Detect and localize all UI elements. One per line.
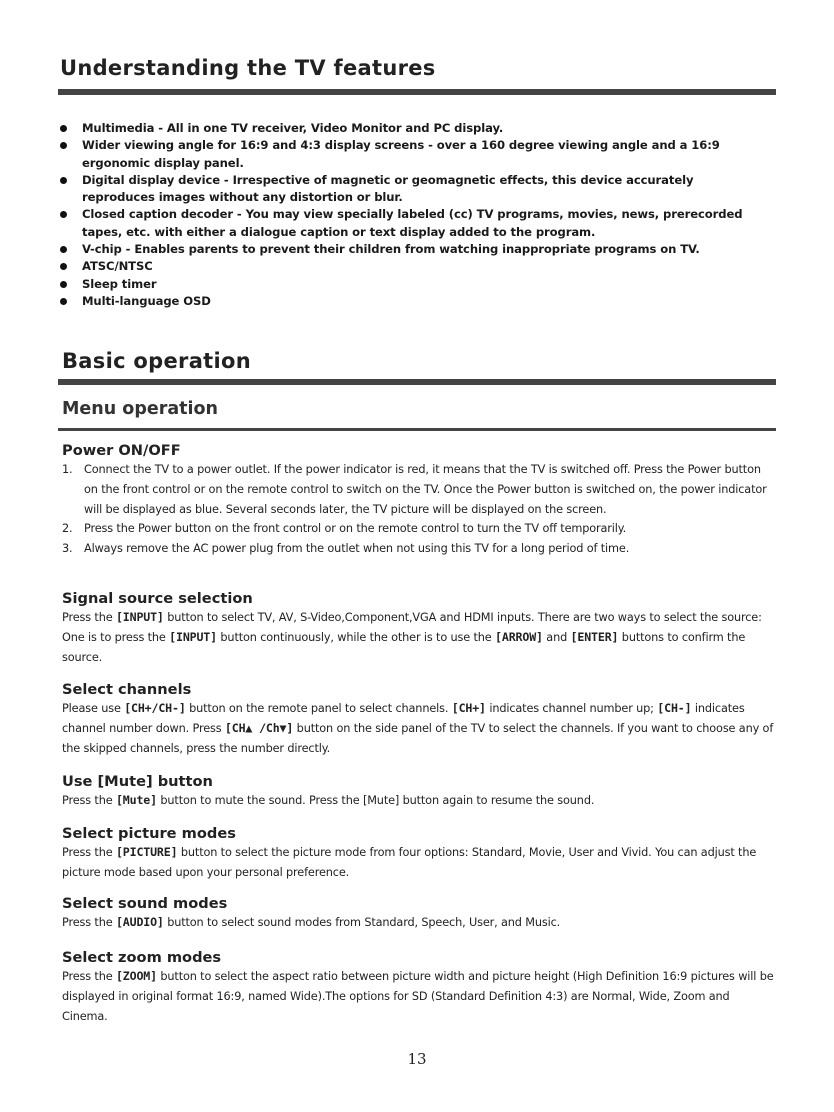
channels-title: Select channels [62,681,192,698]
power-step: 3. Always remove the AC power plug from the outlet when not using this TV for a long period of time. [62,542,630,556]
mute-key: [Mute] [115,793,157,807]
audio-key: [AUDIO] [115,915,164,929]
basic-operation-heading: Basic operation [62,349,251,373]
picture-section [62,825,774,883]
feature-item: ATSC/NTSC [60,258,770,275]
features-heading-rule [58,89,776,95]
ch-down-key: [CH-] [657,701,692,715]
arrow-key: [ARROW] [495,629,543,644]
enter-key: [ENTER] [570,629,619,644]
feature-item: Closed caption decoder - You may view specially labeled (cc) TV programs, movies, news, prerecorded tapes, etc. with either a dialogue caption or text display added to the program. [60,206,770,241]
ch-side-key: [CH▲ /Ch▼] [224,720,294,735]
sound-title: Select sound modes [62,895,228,912]
feature-item: Multi-language OSD [60,293,770,310]
sound-section [62,895,774,933]
sound-body: Press the [AUDIO] button to select sound modes from Standard, Speech, User, and Music. [62,915,561,929]
bullet-icon [60,125,67,132]
power-section [62,442,774,559]
bullet-icon [60,177,67,184]
signal-title: Signal source selection [62,590,253,607]
bullet-icon [60,298,67,305]
ch-up-key: [CH+] [451,701,486,715]
bullet-icon [60,142,67,149]
zoom-body: Press the [ZOOM] button to select the aspect ratio between picture width and picture height (High Definition 16:9 pictures will be displayed in original format 16:9, named Wide).The options for SD (Standard Definition 4:3) are Normal, Wide, Zoom and Cinema. [62,969,774,1023]
power-step: 1. Connect the TV to a power outlet. If the power indicator is red, it means that the TV is switched off. Press the Power button on the front control or on the remote control to switch on the TV. Once the Power button is switched on, the power indicator will be displayed as blue. Several seconds later, the TV picture will be displayed on the screen. [62,463,767,516]
mute-title: Use [Mute] button [62,773,213,790]
bullet-icon [60,281,67,288]
feature-item: Wider viewing angle for 16:9 and 4:3 display screens - over a 160 degree viewing angle and a 16:9 ergonomic display panel. [60,137,770,172]
basic-operation-rule [58,379,776,385]
features-heading: Understanding the TV features [60,56,436,80]
feature-item: Sleep timer [60,276,770,293]
zoom-section [62,949,774,1026]
picture-title: Select picture modes [62,825,236,842]
bullet-icon [60,246,67,253]
page-number: 13 [407,1050,427,1068]
menu-operation-rule [58,428,776,431]
picture-body: Press the [PICTURE] button to select the picture mode from four options: Standard, Movie, User and Vivid. You can adjust the picture mode based upon your personal preference. [62,845,757,879]
power-steps [62,460,774,559]
feature-item: Digital display device - Irrespective of magnetic or geomagnetic effects, this device accurately reproduces images without any distortion or blur. [60,172,770,207]
channels-body: Please use [CH+/CH-] button on the remote panel to select channels. [CH+] indicates channel number up; [CH-] indicates channel number down. Press [CH▲ /Ch▼] button on the side panel of the TV to select the channels. If you want to choose any of the skipped channels, press the number directly. [62,701,774,755]
channels-section [62,681,774,758]
signal-body: Press the [INPUT] button to select TV, AV, S-Video,Component,VGA and HDMI inputs. There are two ways to select the source: One is to press the [INPUT] button continuously, while the other is to use the [ARROW] and [ENTER] buttons to confirm the source. [62,610,762,664]
bullet-icon [60,263,67,270]
bullet-icon [60,211,67,218]
mute-body: Press the [Mute] button to mute the sound. Press the [Mute] button again to resume the sound. [62,793,595,807]
picture-key: [PICTURE] [115,845,178,859]
feature-item: V-chip - Enables parents to prevent their children from watching inappropriate programs on TV. [60,241,770,258]
mute-section [62,773,774,811]
ch-key: [CH+/CH-] [124,701,186,715]
menu-operation-heading: Menu operation [62,399,218,419]
power-step: 2. Press the Power button on the front control or on the remote control to turn the TV off temporarily. [62,522,627,536]
power-title: Power ON/OFF [62,442,181,459]
features-list [60,120,770,310]
input-key: [INPUT] [115,610,164,624]
feature-item: Multimedia - All in one TV receiver, Video Monitor and PC display. [60,120,770,137]
zoom-title: Select zoom modes [62,949,222,966]
input-key: [INPUT] [169,629,217,644]
zoom-key: [ZOOM] [115,969,157,983]
signal-section [62,590,774,667]
